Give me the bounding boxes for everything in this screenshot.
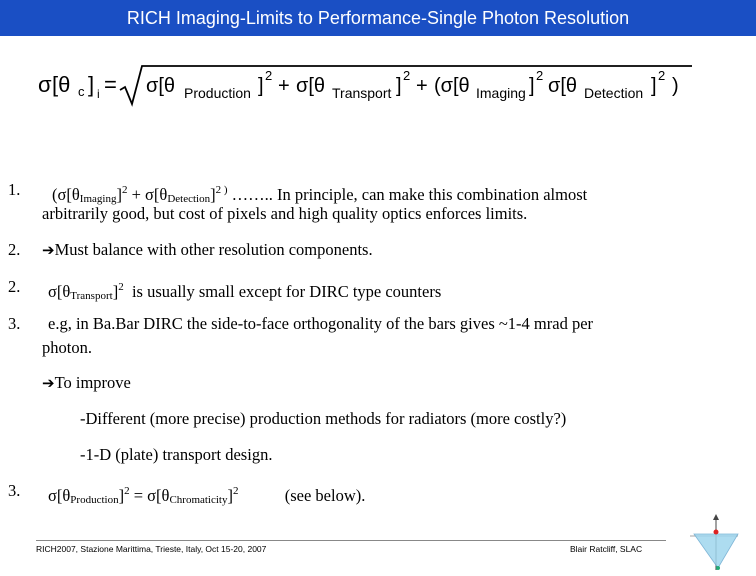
formula-lhs-close: ] <box>88 72 95 97</box>
item5-term-d: ] <box>227 486 233 505</box>
formula-equals: = <box>104 72 117 97</box>
item5-term-a: σ[θ <box>48 486 71 505</box>
formula-t1-close: ] <box>258 75 264 97</box>
item5-sup2: 2 <box>232 485 239 497</box>
formula-t3-open: (σ[θ <box>434 75 470 97</box>
formula-t2-sub: Transport <box>332 85 392 101</box>
improve-sub1: -Different (more precise) production methods for radiators (more costly?) <box>80 409 567 428</box>
item1-sub-detection: Detection <box>167 193 211 205</box>
item5-sup1: 2 <box>124 485 130 497</box>
formula-lhs-i: i <box>97 87 100 101</box>
item4-line2: photon. <box>42 338 92 357</box>
item3-rest: is usually small except for DIRC type counters <box>131 282 442 301</box>
formula-t2-pow: 2 <box>403 68 411 83</box>
formula-lhs-sigma: σ <box>38 72 52 97</box>
formula-lhs-theta: [θ <box>52 72 71 97</box>
right-arrow-icon: ➔ <box>42 241 55 259</box>
formula-t1-pow: 2 <box>265 68 273 83</box>
list-number: 1. <box>8 180 21 199</box>
improve-sub2: -1-D (plate) transport design. <box>80 445 273 464</box>
formula-t3-pow: 2 <box>536 68 544 83</box>
item3-sup: 2 <box>118 281 124 293</box>
formula-plus1: + <box>278 75 290 97</box>
footer-author: Blair Ratcliff, SLAC <box>570 544 643 554</box>
footer-conference: RICH2007, Stazione Marittima, Trieste, Italy, Oct 15-20, 2007 <box>36 544 267 554</box>
improve-heading: To improve <box>54 373 131 392</box>
footer-divider <box>36 540 666 541</box>
item1-sub-imaging: Imaging <box>79 193 117 205</box>
item3-term-b: ] <box>112 282 119 301</box>
list-number: 3. <box>8 314 21 333</box>
list-number: 3. <box>8 481 21 500</box>
item5-rest: (see below). <box>284 486 366 505</box>
list-number: 2. <box>8 277 21 296</box>
formula-t4-sub: Detection <box>584 85 644 101</box>
formula-t3-end: ) <box>672 75 679 97</box>
item1-term-b: ] <box>116 185 122 204</box>
item5-sub-production: Production <box>70 494 119 506</box>
formula-t4-close: ] <box>651 75 657 97</box>
formula-t2-open: σ[θ <box>296 75 326 97</box>
formula-t1-sub: Production <box>184 85 251 101</box>
slide-title: RICH Imaging-Limits to Performance-Single Photon Resolution <box>0 0 756 36</box>
right-arrow-icon: ➔ <box>42 374 55 392</box>
item5-term-c: = σ[θ <box>133 486 170 505</box>
resolution-formula <box>34 60 704 110</box>
formula-plus2: + <box>416 75 428 97</box>
cone-diagram-icon <box>682 510 742 574</box>
item1-sup1: 2 <box>121 184 128 196</box>
item3-sub-transport: Transport <box>70 290 113 302</box>
item1-term-a: (σ[θ <box>52 185 80 204</box>
formula-t4-pow: 2 <box>658 68 666 83</box>
formula-t2-close: ] <box>396 75 402 97</box>
item3-term-a: σ[θ <box>48 282 71 301</box>
item5-term-b: ] <box>118 486 125 505</box>
formula-t3-mid: ] <box>529 75 535 97</box>
formula-lhs-c: c <box>78 84 85 99</box>
item4-line1: e.g, in Ba.Bar DIRC the side-to-face orthogonality of the bars gives ~1-4 mrad per <box>48 314 594 333</box>
formula-t4-open: σ[θ <box>548 75 578 97</box>
item5-sub-chromaticity: Chromaticity <box>169 494 228 506</box>
list-number: 2. <box>8 240 21 259</box>
formula-t3-sub: Imaging <box>476 85 526 101</box>
item2-text: Must balance with other resolution components. <box>54 240 373 259</box>
item1-term-c: + σ[θ <box>131 185 168 204</box>
formula-t1-open: σ[θ <box>146 75 176 97</box>
item1-rest: …….. In principle, can make this combination almost <box>231 185 588 204</box>
item1-term-d: ] <box>210 185 216 204</box>
item1-line2: arbitrarily good, but cost of pixels and high quality optics enforces limits. <box>42 204 528 223</box>
item1-sup2: 2 ) <box>215 184 228 196</box>
